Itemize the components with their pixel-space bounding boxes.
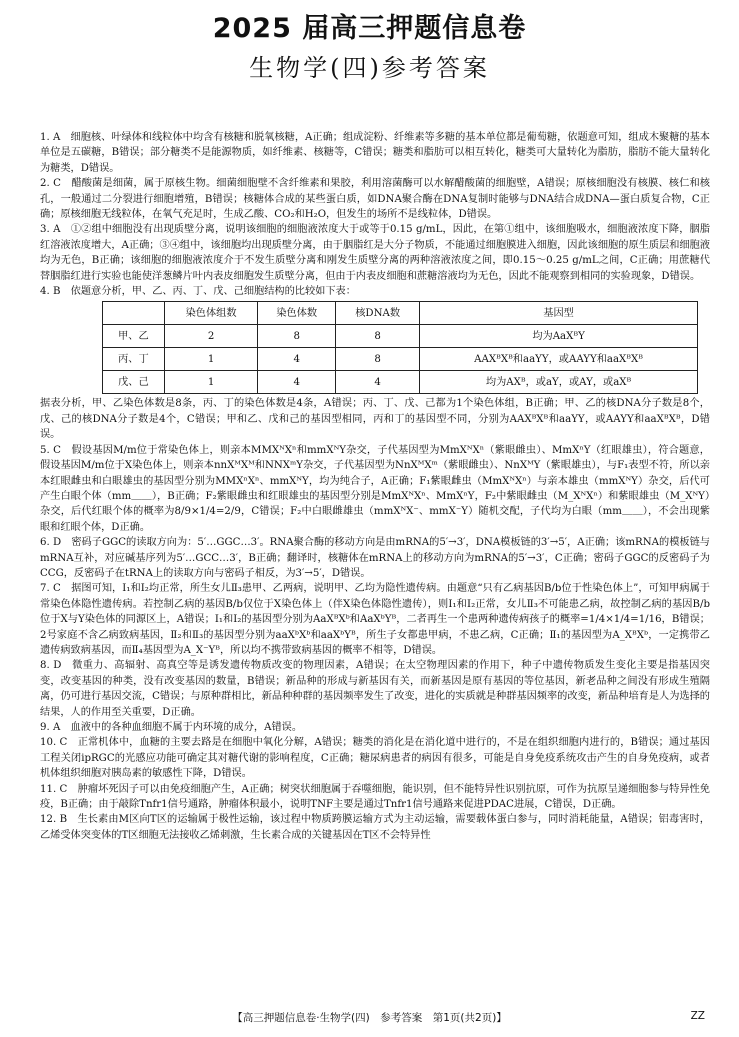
cell-comparison-table (102, 301, 698, 394)
table-cell: 1 (164, 348, 258, 371)
answer-item: 11. C 肿瘤坏死因子可以由免疫细胞产生，A正确；树突状细胞属于吞噬细胞，能识别，但不能特异性识别抗原，可作为抗原呈递细胞参与特异性免疫，B正确；由于敲除Tnfr1信号通路，肿瘤体积最小，说明TNF主要是通过Tnfr1信号通路来促进PDAC进展，C错误，D正确。 (40, 783, 710, 811)
table-row (103, 325, 698, 348)
answer-item: 9. A 血液中的各种血细胞不属于内环境的成分，A错误。 (40, 722, 303, 733)
table-cell: 8 (336, 325, 420, 348)
answer-item: 5. C 假设基因M/m位于常染色体上，则亲本MMXᴺXⁿ和mmXᴺY杂交，子代基因型为MmXᴺXⁿ（紫眼雌虫）、MmXⁿY（红眼雄虫），符合题意，假设基因M/m位于X染色体上，则亲本nnXᴹXᴹ和NNXᵐY杂交，子代基因型为NnXᴹXᵐ（紫眼雌虫）、NnXᴹY（紫眼雄虫），与F₁表型不符，所以亲本红眼雌虫和白眼雄虫的基因型分别为MMXⁿXⁿ、mmXᴺY，均为纯合子，A正确；F₁紫眼雌虫（MmXᴺXⁿ）与亲本雄虫（mmXᴺY）杂交，后代可产生白眼个体（mm＿＿），B正确；F₂紫眼雌虫和红眼雄虫的基因型分别是MmXᴺXⁿ、MmXⁿY，F₂中紫眼雌虫（M_XᴺXⁿ）和紫眼雄虫（M_XᴺY）杂交，后代红眼个体的概率为8/9×1/4=2/9，C错误；F₂中白眼雌雄虫（mmXᴺX⁻、mmX⁻Y）随机交配，子代均为白眼（mm＿＿），不会出现紫眼和红眼个体，D正确。 (40, 444, 710, 533)
table-cell: 均为AXᴮ，或aY，或AY，或aXᴮ (420, 371, 698, 394)
answer-item: 7. C 据图可知，Ⅰ₁和Ⅰ₂均正常，所生女儿Ⅱ₃患甲、乙两病，说明甲、乙均为隐性遗传病。由题意“只有乙病基因B/b位于性染色体上”，可知甲病属于常染色体隐性遗传病。若控制乙病的基因B/b仅位于X染色体上（伴X染色体隐性遗传），则Ⅰ₁和Ⅰ₂正常，女儿Ⅱ₃不可能患乙病，故控制乙病的基因B/b位于X与Y染色体的同源区上，A错误；Ⅰ₁和Ⅰ₂的基因型分别为AaXᴮXᵇ和AaXᵇYᴮ，二者再生一个患两种遗传病孩子的概率=1/4×1/4=1/16，B错误；2号家庭不含乙病致病基因，Ⅱ₂和Ⅱ₃的基因型分别为aaXᵇXᵇ和aaXᵇYᴮ，所生子女都患甲病，不患乙病，C正确；Ⅱ₁的基因型为A_XᴮXᵇ，一定携带乙遗传病致病基因，而Ⅱ₄基因型为A_X⁻Yᴮ，所以均不携带致病基因的概率不相等，D错误。 (40, 583, 710, 656)
answer-item: 1. A 细胞核、叶绿体和线粒体中均含有核糖和脱氧核糖，A正确；组成淀粉、纤维素等多糖的基本单位都是葡萄糖，依题意可知，组成木聚糖的基本单位是五碳糖，B错误；部分糖类不是能源物质，如纤维素、核糖等，C错误；糖类和脂肪可以相互转化，糖类可大量转化为脂肪，脂肪不能大量转化为糖类，D错误。 (40, 132, 710, 174)
footer-text: 【高三押题信息卷·生物学(四) 参考答案 第1页(共2页)】 (232, 1012, 507, 1024)
table-cell: 均为AaXᴮY (420, 325, 698, 348)
table-header-row (103, 302, 698, 325)
answer-item: 据表分析，甲、乙染色体数是8条，丙、丁的染色体数是4条，A错误；丙、丁、戊、己都为1个染色体组，B正确；甲、乙的核DNA分子数是8个，戊、己的核DNA分子数是4个，C错误；甲和乙、戊和己的基因型相同，丙和丁的基因型不同，分别为AAXᴮXᴮ和aaYY，或AAYY和aaXᴮXᴮ，D错误。 (40, 398, 710, 441)
answer-item: 12. B 生长素由M区向T区的运输属于极性运输，该过程中物质跨膜运输方式为主动运输，需要载体蛋白参与，同时消耗能量，A错误；铝毒害时，乙烯受体突变体的T区细胞无法接收乙烯刺激，生长素合成的关键基因在T区不会特异性 (40, 814, 710, 841)
table-row (103, 371, 698, 394)
table-cell: 丙、丁 (103, 348, 165, 371)
table-row (103, 348, 698, 371)
table-cell: 甲、乙 (103, 325, 165, 348)
table-cell: AAXᴮXᴮ和aaYY，或AAYY和aaXᴮXᴮ (420, 348, 698, 371)
table-cell: 4 (258, 348, 336, 371)
answer-item: 3. A ①②组中细胞没有出现质壁分离，说明该细胞的细胞液浓度大于或等于0.15 g/mL，因此，在第①组中，该细胞吸水，细胞液浓度下降，胭脂红溶液浓度增大，A正确；③④组中，该细胞均出现质壁分离，由于胭脂红是大分子物质，不能通过细胞膜进入细胞，因此该细胞的原生质层和细胞液均为无色，B正确；该细胞的细胞液浓度介于不发生质壁分离和刚发生质壁分离的两种溶液浓度之间，即0.15～0.25 g/mL之间，C正确；用蔗糖代替胭脂红进行实验也能使洋葱鳞片叶内表皮细胞发生质壁分离，但由于内表皮细胞和蔗糖溶液均为无色，因此不能观察到相同的实验现象，D错误。 (40, 224, 710, 282)
table-cell: 4 (258, 371, 336, 394)
table-cell: 8 (258, 325, 336, 348)
table-cell: 4 (336, 371, 420, 394)
table-header-cell: 染色体数 (258, 302, 336, 325)
answer-item: 6. D 密码子GGC的读取方向为：5′…GGC…3′。RNA聚合酶的移动方向是由mRNA的5′→3′，DNA模板链的3′→5′，A正确；该mRNA的模板链与mRNA互补，对应碱基序列为5′…GCC…3′，B正确；翻译时，核糖体在mRNA上的移动方向为mRNA的5′→3′，C正确；密码子GGC的反密码子为CCG，反密码子在tRNA上的读取方向与密码子相反，为3′→5′，D错误。 (40, 537, 710, 579)
answer-item: 8. D 微重力、高辐射、高真空等是诱发遗传物质改变的物理因素，A错误；在太空物理因素的作用下，种子中遗传物质发生变化主要是指基因突变，改变基因的种类，没有改变基因的数量，B错误；新品种的形成与新基因有关，而新基因是原有基因的等位基因，新老品种之间没有形成生殖隔离，仍可进行基因交流，C错误；与原种群相比，新品种种群的基因频率发生了改变，进化的实质就是种群基因频率的改变，新品种培育是人为选择的结果，人的作用至关重要，D正确。 (40, 660, 710, 718)
table-header-cell: 核DNA数 (336, 302, 420, 325)
table-header-cell (103, 302, 165, 325)
table-cell: 2 (164, 325, 258, 348)
answer-content (40, 130, 710, 843)
answer-item: 2. C 醋酸菌是细菌，属于原核生物。细菌细胞壁不含纤维素和果胶，利用溶菌酶可以水解醋酸菌的细胞壁，A错误；原核细胞没有核膜、核仁和核孔，一般通过二分裂进行细胞增殖，B错误；核糖体合成的某些蛋白质，如DNA聚合酶在DNA复制时能够与DNA结合成DNA—蛋白质复合物，C正确；原核细胞无线粒体，在氧气充足时，生成乙酸、CO₂和H₂O，但发生的场所不是线粒体，D错误。 (40, 178, 710, 221)
table-cell: 戊、己 (103, 371, 165, 394)
table-header-cell: 基因型 (420, 302, 698, 325)
answer-item: 10. C 正常机体中，血糖的主要去路是在细胞中氧化分解，A错误；糖类的消化是在消化道中进行的，不是在组织细胞内进行的，B错误；通过基因工程关闭ipRGC的光感应功能可确定其对糖代谢的影响程度，C正确；糖尿病患者的病因有很多，可能是自身免疫系统攻击产生的自身免疫病，或者机体组织细胞对胰岛素的敏感性下降，D错误。 (40, 737, 710, 780)
table-header-cell: 染色体组数 (164, 302, 258, 325)
doc-title: 2025 届高三押题信息卷 (212, 13, 527, 44)
page-footer (0, 1010, 739, 1025)
answer-item: 4. B 依题意分析，甲、乙、丙、丁、戊、己细胞结构的比较如下表： (40, 286, 356, 298)
table-cell: 1 (164, 371, 258, 394)
table-cell: 8 (336, 348, 420, 371)
doc-subtitle: 生物学(四)参考答案 (249, 54, 490, 82)
footer-code: ZZ (690, 1010, 705, 1022)
